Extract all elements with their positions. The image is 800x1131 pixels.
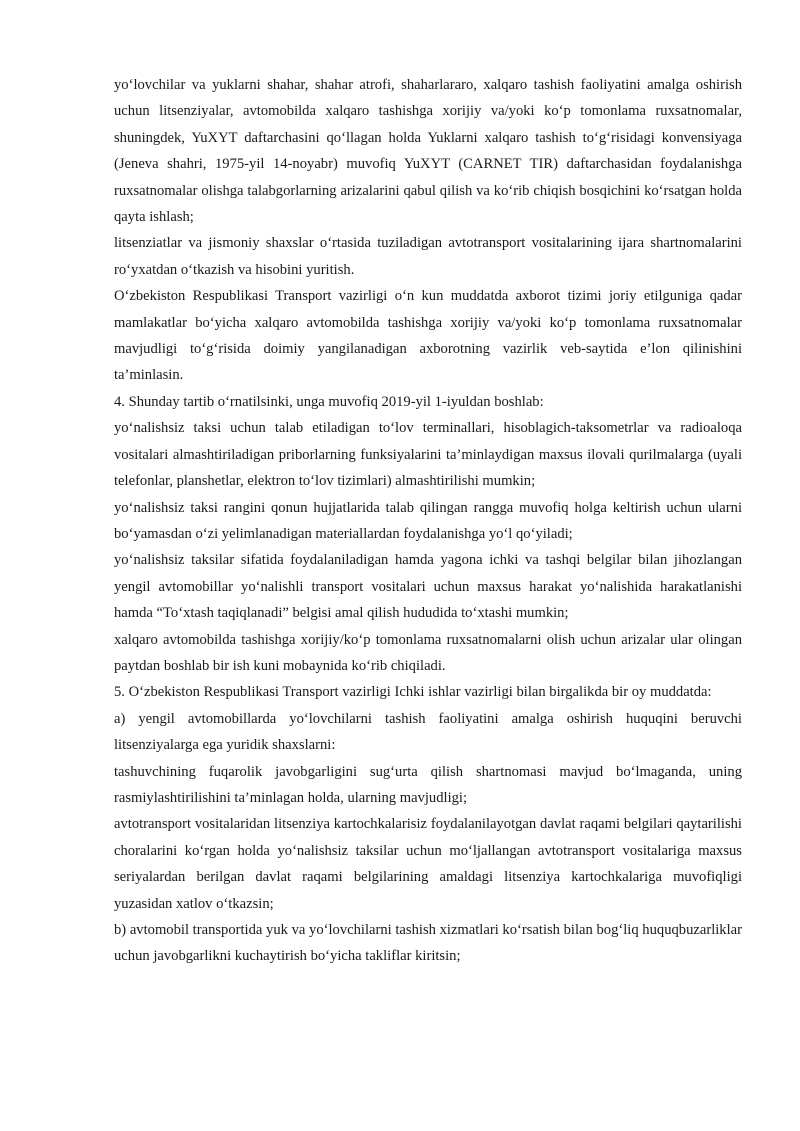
document-page [114,72,742,970]
paragraph: a) yengil avtomobillarda yo‘lovchilarni tashish faoliyatini amalga oshirish huquqini beruvchi litsenziyalarga ega yuridik shaxslarni: [114,710,742,754]
paragraph: yo‘nalishsiz taksilar sifatida foydalaniladigan hamda yagona ichki va tashqi belgilar bilan jihozlangan yengil avtomobillar yo‘nalishli transport vositalari uchun maxsus harakat yo‘nalishida harakatlanishi hamda “To‘xtash taqiqlanadi” belgisi amal qilish hududida to‘xtashi mumkin; [114,552,742,622]
paragraph: yo‘nalishsiz taksi uchun talab etiladigan to‘lov terminallari, hisoblagich-taksometrlar va radioaloqa vositalari almashtiriladigan priborlarning funksiyalarini ta’minlaydigan maxsus ilovali qurilmalarga (uyali telefonlar, planshetlar, elektron to‘lov tizimlari) almashtirilishi mumkin; [114,420,742,490]
paragraph: yo‘lovchilar va yuklarni shahar, shahar atrofi, shaharlararo, xalqaro tashish faoliyatini amalga oshirish uchun litsenziyalar, avtomobilda xalqaro tashishga xorijiy va/yoki ko‘p tomonlama ruxsatnomalar, shuningdek, YuXYT daftarchasini qo‘llagan holda Yuklarni xalqaro tashish to‘g‘risidagi konvensiyaga (Jeneva shahri, 1975-yil 14-noyabr) muvofiq YuXYT (CARNET TIR) daftarchasidan foydalanishga ruxsatnomalar olishga talabgorlarning arizalarini qabul qilish va ko‘rib chiqish bosqichini ko‘rsatgan holda qayta ishlash; [114,77,742,226]
paragraph: litsenziatlar va jismoniy shaxslar o‘rtasida tuziladigan avtotransport vositalarining ijara shartnomalarini ro‘yxatdan o‘tkazish va hisobini yuritish. [114,235,742,278]
paragraph: xalqaro avtomobilda tashishga xorijiy/ko‘p tomonlama ruxsatnomalarni olish uchun arizalar ular olingan paytdan boshlab bir ish kuni mobaynida ko‘rib chiqiladi. [114,631,742,674]
paragraph: tashuvchining fuqarolik javobgarligini sug‘urta qilish shartnomasi mavjud bo‘lmaganda, uning rasmiylashtirilishini ta’minlagan holda, ularning mavjudligi; [114,763,742,806]
paragraph: 5. O‘zbekiston Respublikasi Transport vazirligi Ichki ishlar vazirligi bilan birgalikda bir oy muddatda: [114,684,712,701]
paragraph: b) avtomobil transportida yuk va yo‘lovchilarni tashish xizmatlari ko‘rsatish bilan bog‘liq huquqbuzarliklar uchun javobgarlikni kuchaytirish bo‘yicha takliflar kiritsin; [114,922,742,965]
paragraph: yo‘nalishsiz taksi rangini qonun hujjatlarida talab qilingan rangga muvofiq holga keltirish uchun ularni bo‘yamasdan o‘zi yelimlanadigan materiallardan foydalanishga yo‘l qo‘yiladi; [114,499,742,542]
paragraph: 4. Shunday tartib o‘rnatilsinki, unga muvofiq 2019-yil 1-iyuldan boshlab: [114,393,544,410]
paragraph: avtotransport vositalaridan litsenziya kartochkalarisiz foydalanilayotgan davlat raqami belgilari qaytarilishi choralarini ko‘rgan holda yo‘nalishsiz taksilar uchun mo‘ljallangan avtotransport vositalariga maxsus seriyalardan berilgan davlat raqami belgilarining amaldagi litsenziya kartochkalariga muvofiqligi yuzasidan xatlov o‘tkazsin; [114,816,742,912]
paragraph: O‘zbekiston Respublikasi Transport vazirligi o‘n kun muddatda axborot tizimi joriy etilguniga qadar mamlakatlar bo‘yicha xalqaro avtomobilda tashishga xorijiy va/yoki ko‘p tomonlama ruxsatnomalar mavjudligi to‘g‘risida doimiy yangilanadigan axborotning vazirlik veb-saytida e’lon qilinishini ta’minlasin. [114,288,742,384]
